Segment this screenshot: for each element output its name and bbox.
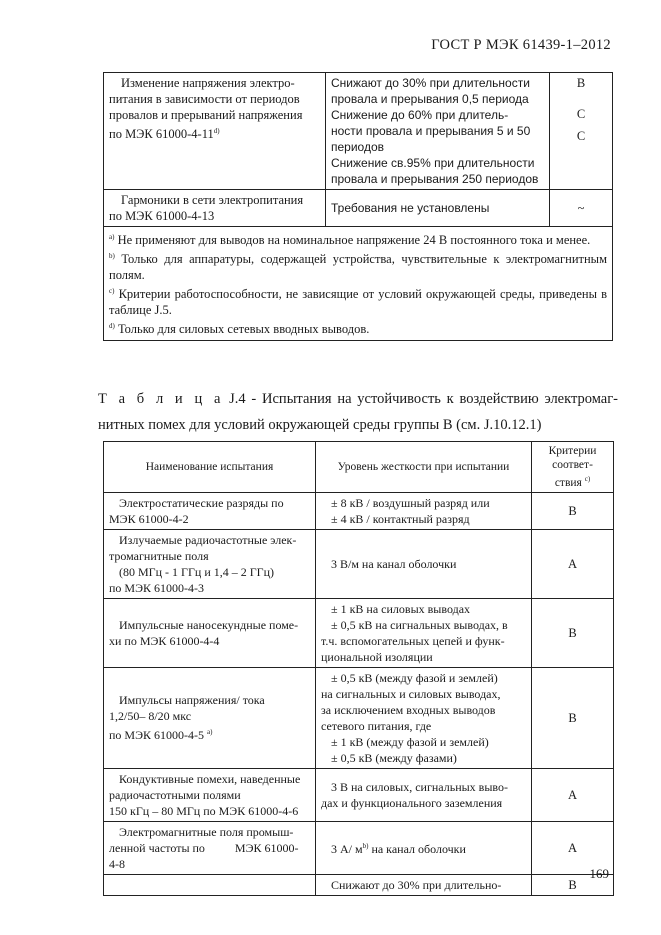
test-name-line: Гармоники в сети электропитания [121,193,304,207]
test-name-cell [104,529,316,598]
footnote-text: Критерии работоспособности, не зависящие от условий окружающей среды, приведены в таблице J.5. [109,287,607,318]
level-line: периодов [331,140,385,154]
criterion: B [576,76,586,90]
test-name-line: Импульсы напряжения/ тока [119,693,265,708]
test-name-line: 4-8 [109,856,125,871]
test-name-cell [104,492,316,529]
level-line: на канал оболочки [368,842,466,857]
test-name-line: 1,2/50– 8/20 мкс [109,709,192,724]
header-row [104,442,614,493]
severity-level-cell [326,73,550,190]
test-name-line: по МЭК 61000-4-3 [109,580,205,595]
test-name-line: Электростатические разряды по [119,495,284,510]
header-criteria [532,442,614,493]
test-name-line: (80 МГц - 1 ГГц и 1,4 – 2 ГГц) [119,564,275,579]
footnote-mark: d) [109,322,115,331]
level-line: ± 0,5 кВ (между фазой и землей) [331,670,498,685]
test-name-line: 150 кГц – 80 МГц по МЭК 61000-4-6 [109,803,299,818]
severity-level-cell [316,529,532,598]
criterion: C [576,129,586,143]
level-line: Снижение св.95% при длительности [331,156,535,170]
test-name-line: по МЭК 61000-4-5 [109,728,205,743]
table-row [104,190,613,227]
header-criteria-line: ствия [554,476,582,489]
criteria-cell [550,190,613,227]
test-name-line: Электромагнитные поля промыш- [119,824,294,839]
level-line: 3 А/ м [331,842,363,857]
level-line: Снижение до 60% при длитель- [331,108,509,122]
footnote [109,318,607,337]
test-name-cell [104,821,316,874]
test-name-line: радиочастотными полями [109,787,241,802]
footnote [109,283,607,318]
table-notes [104,227,613,341]
severity-level-cell [316,768,532,821]
emc-tests-table [103,441,614,896]
criterion: B [532,492,614,529]
severity-level-cell [316,821,532,874]
level-line: т.ч. вспомогательных цепей и функ- [321,633,505,648]
test-name-line: питания в зависимости от периодов [109,92,300,106]
test-name-line: тромагнитные поля [109,548,209,563]
criterion: A [532,768,614,821]
level-line: ности провала и прерывания 5 и 50 [331,124,531,138]
test-name-cell [104,73,326,190]
level-line: Снижают до 30% при длительно- [331,877,502,892]
test-name-line: Импульсные наносекундные поме- [119,617,299,632]
footnote-mark: c) [109,287,115,296]
test-name-cell [104,190,326,227]
level-line: на сигнальных и силовых выводах, [321,686,501,701]
continuation-table [103,72,613,341]
footnote-text: Только для аппаратуры, содержащей устройства, чувствительные к электромагнитным полям. [109,252,607,283]
test-name-cell [104,598,316,667]
severity-level-cell [316,492,532,529]
notes-row [104,227,613,341]
footnote-text: Не применяют для выводов на номинальное напряжение 24 В постоянного тока и менее. [114,233,591,248]
header-name: Наименование испытания [104,442,316,493]
footnote-mark: b) [109,252,115,261]
criterion: B [532,667,614,768]
criterion: B [532,874,614,895]
severity-level-cell [316,667,532,768]
level-line: ± 0,5 кВ (между фазами) [331,750,457,765]
level-line: ± 4 кВ / контактный разряд [331,511,470,526]
footnote [109,229,607,248]
test-name-cell [104,768,316,821]
level-line: провала и прерывания 0,5 периода [331,92,529,106]
level-line: циональной изоляции [321,649,433,664]
level-line: дах и функционального заземления [321,795,503,810]
header-criteria-line: Критерии [548,445,597,457]
table-row [104,598,614,667]
header-criteria-line: соответ- [552,459,593,471]
criterion: B [532,598,614,667]
caption-label: Т а б л и ц а [98,391,224,407]
criterion: A [532,529,614,598]
level-line: сетевого питания, где [321,718,432,733]
table-row [104,768,614,821]
level-line: Снижают до 30% при длительности [331,76,530,90]
criterion: A [532,821,614,874]
footnote-mark: a) [109,233,115,241]
document-header: ГОСТ Р МЭК 61439-1–2012 [431,37,611,53]
severity-level-cell [316,598,532,667]
test-name-line: Кондуктивные помехи, наведенные [119,771,301,786]
footnote [109,248,607,283]
severity-level-cell [316,874,532,895]
footnote-text: Только для силовых сетевых вводных выводов. [114,322,370,337]
test-name-line: Изменение напряжения электро- [121,76,295,90]
footnote-ref: c) [584,475,591,483]
test-name-line: ленной частоты по МЭК 61000- [109,840,299,855]
table-row [104,821,614,874]
criteria-cell [550,73,613,190]
level-line: 3 В/м на канал оболочки [331,556,457,571]
table-row [104,492,614,529]
table-row [104,874,614,895]
header-level: Уровень жесткости при испытании [316,442,532,493]
level-line: ± 1 кВ на силовых выводах [331,601,471,616]
criterion: ~ [577,201,585,215]
caption-text: J.4 - Испытания на устойчивость к воздействию электромаг-нитных помех для условий окружающей среды группы B (см. J.10.12.1) [98,391,618,433]
test-name-line: провалов и прерываний напряжения [109,108,303,122]
test-name-cell [104,667,316,768]
level-line: за исключением входных выводов [321,702,496,717]
level-line: ± 0,5 кВ на сигнальных выводах, в [331,617,508,632]
test-name-line: хи по МЭК 61000-4-4 [109,633,220,648]
table-row [104,73,613,190]
test-name-line: по МЭК 61000-4-13 [109,209,215,223]
criterion: C [576,107,586,121]
test-name-line: по МЭК 61000-4-11 [109,127,214,142]
level-line: 3 В на силовых, сигнальных выво- [331,779,508,794]
test-name-line: Излучаемые радиочастотные элек- [119,532,297,547]
level-line: Требования не установлены [331,201,490,215]
level-line: ± 1 кВ (между фазой и землей) [331,734,489,749]
table-row [104,529,614,598]
footnote-ref: b) [362,842,369,851]
level-line: провала и прерывания 250 периодов [331,172,539,186]
severity-level-cell [326,190,550,227]
level-line: ± 8 кВ / воздушный разряд или [331,495,490,510]
test-name-line: МЭК 61000-4-2 [109,511,189,526]
test-name-cell [104,874,316,895]
table-row [104,667,614,768]
page-number: 169 [589,866,609,881]
footnote-ref: a) [207,728,213,737]
table-caption [98,386,618,438]
footnote-ref: d) [213,127,220,135]
